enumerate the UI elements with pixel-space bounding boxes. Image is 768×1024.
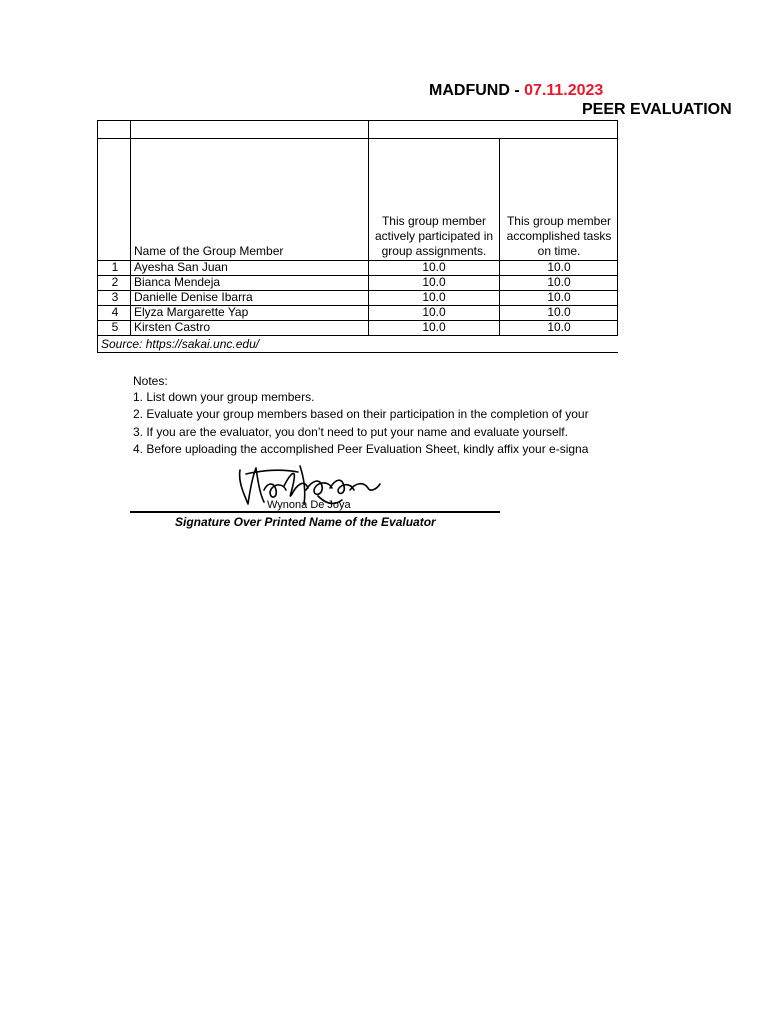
score-on-time: 10.0 bbox=[547, 260, 571, 274]
evaluator-printed-name: Wynona De Joya bbox=[267, 499, 351, 511]
table-border bbox=[97, 335, 618, 336]
member-name: Elyza Margarette Yap bbox=[134, 305, 249, 319]
note-item-1: 1. List down your group members. bbox=[133, 390, 315, 404]
name-column-header: Name of the Group Member bbox=[134, 244, 284, 258]
score-participation: 10.0 bbox=[422, 320, 446, 334]
score-participation: 10.0 bbox=[422, 260, 446, 274]
row-number: 2 bbox=[111, 275, 119, 289]
score-participation: 10.0 bbox=[422, 275, 446, 289]
note-item-4: 4. Before uploading the accomplished Peer Evaluation Sheet, kindly affix your e-signa bbox=[133, 442, 589, 456]
course-code: MADFUND - bbox=[429, 82, 525, 99]
criterion-2-line-3: on time. bbox=[537, 244, 581, 258]
score-on-time: 10.0 bbox=[547, 290, 571, 304]
member-name: Danielle Denise Ibarra bbox=[134, 290, 253, 304]
note-item-2: 2. Evaluate your group members based on their participation in the completion of your bbox=[133, 407, 589, 421]
row-number: 4 bbox=[111, 305, 119, 319]
criterion-2-line-2: accomplished tasks bbox=[506, 229, 612, 243]
score-on-time: 10.0 bbox=[547, 305, 571, 319]
table-border bbox=[130, 120, 131, 335]
criterion-2-line-1: This group member bbox=[506, 214, 612, 228]
member-name: Bianca Mendeja bbox=[134, 275, 221, 289]
criterion-1-line-2: actively participated in bbox=[374, 229, 494, 243]
criterion-header-2 bbox=[500, 214, 618, 259]
member-name: Ayesha San Juan bbox=[134, 260, 228, 274]
score-participation: 10.0 bbox=[422, 290, 446, 304]
criterion-1-line-1: This group member bbox=[381, 214, 487, 228]
table-border bbox=[97, 120, 618, 121]
score-on-time: 10.0 bbox=[547, 320, 571, 334]
row-number: 3 bbox=[111, 290, 119, 304]
score-participation: 10.0 bbox=[422, 305, 446, 319]
table-border bbox=[97, 352, 618, 353]
source-citation: Source: https://sakai.unc.edu/ bbox=[101, 337, 260, 351]
score-on-time: 10.0 bbox=[547, 275, 571, 289]
note-item-3: 3. If you are the evaluator, you don’t need to put your name and evaluate yourself. bbox=[133, 425, 568, 439]
criterion-1-line-3: group assignments. bbox=[381, 244, 487, 258]
row-number: 5 bbox=[111, 320, 119, 334]
table-border bbox=[97, 138, 618, 139]
signature-caption: Signature Over Printed Name of the Evaluator bbox=[175, 515, 436, 529]
document-subtitle: PEER EVALUATION bbox=[582, 101, 732, 118]
criterion-header-1 bbox=[369, 214, 499, 259]
signature-line bbox=[130, 511, 500, 513]
row-number: 1 bbox=[111, 260, 119, 274]
table-border bbox=[97, 120, 98, 352]
member-name: Kirsten Castro bbox=[134, 320, 211, 334]
title-date: 07.11.2023 bbox=[524, 82, 604, 99]
notes-heading: Notes: bbox=[133, 374, 168, 388]
